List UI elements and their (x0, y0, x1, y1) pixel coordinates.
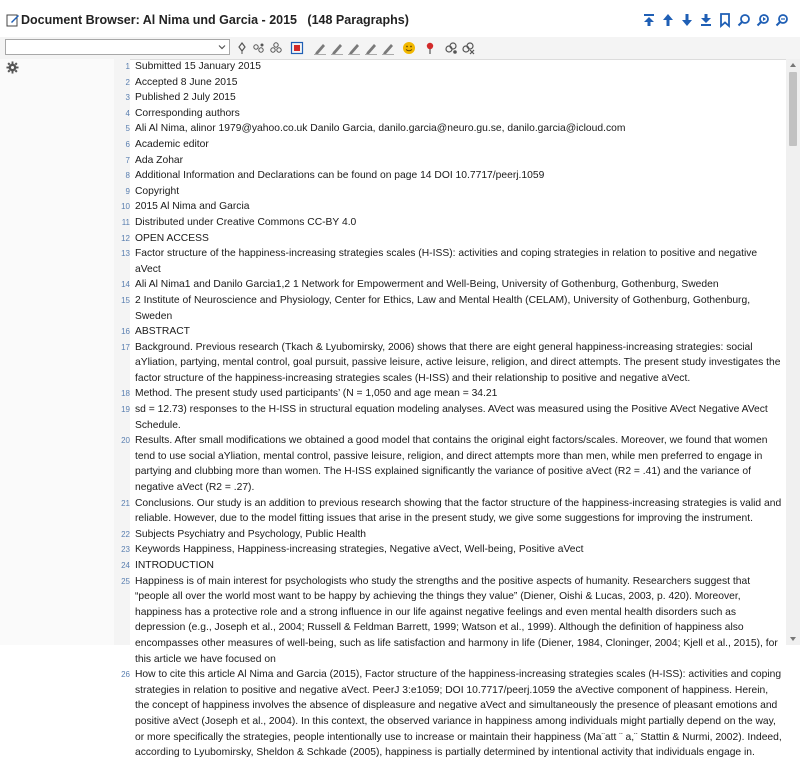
paragraph-row[interactable] (114, 574, 784, 668)
paragraph-row[interactable] (114, 433, 784, 495)
paragraph-row[interactable] (114, 168, 784, 184)
line-number: 20 (121, 436, 130, 446)
paragraph-text[interactable]: OPEN ACCESS (135, 232, 209, 244)
paragraph-text[interactable]: ABSTRACT (135, 326, 190, 338)
line-number: 16 (121, 327, 130, 337)
code-group-icon[interactable] (267, 40, 284, 56)
code-selector-combo[interactable] (5, 39, 230, 55)
paragraph-text[interactable]: Factor structure of the happiness-increasing strategies scales (H-ISS): activities and coping strategies in relation to positive and negative aVect (135, 248, 758, 275)
paragraph-row[interactable] (114, 293, 784, 324)
line-number: 11 (121, 217, 130, 227)
go-top-icon[interactable] (641, 12, 657, 28)
window-title: Document Browser: Al Nima und Garcia - 2015 (148 Paragraphs) (21, 13, 409, 27)
paragraph-text[interactable]: Conclusions. Our study is an addition to previous research showing that the factor structure of the happiness-increasing strategies is valid and reliable. However, due to the model fitting issues that arise in the present study, we give some suggestions for improving the instrument. (135, 497, 782, 525)
paragraph-text[interactable]: Distributed under Creative Commons CC-BY 4.0 (135, 216, 357, 228)
paragraph-row[interactable] (114, 59, 784, 75)
line-number: 1 (125, 62, 130, 71)
paragraph-text[interactable]: Submitted 15 January 2015 (135, 61, 261, 72)
line-number: 25 (121, 576, 130, 586)
paragraph-row[interactable] (114, 542, 784, 558)
scroll-up-icon[interactable] (789, 62, 797, 68)
paragraph-row[interactable] (114, 121, 784, 137)
paragraph-text[interactable]: Academic editor (135, 138, 209, 150)
paragraph-row[interactable] (114, 199, 784, 215)
paragraph-text[interactable]: Results. After small modifications we obtained a good model that contains the original eight factors/scales. Moreover, we found that women tend to use social aYliation, mental control, passive leisure, religion, and direct attempts more than men, while men preferred to engage in partying and clubbing more than women. The H-ISS explained significantly the variance of positive aVect (R2 = .41) and the variance of negative aVect (R2 = .27). (135, 435, 768, 494)
paragraph-row[interactable] (114, 667, 784, 761)
paragraph-row[interactable] (114, 340, 784, 387)
go-bottom-icon[interactable] (698, 12, 714, 28)
paragraph-row[interactable] (114, 246, 784, 277)
vertical-scrollbar[interactable] (786, 59, 800, 645)
line-number: 3 (125, 93, 130, 103)
highlighter-2-icon[interactable] (328, 40, 345, 56)
paragraph-text[interactable]: Additional Information and Declarations can be found on page 14 DOI 10.7717/peerj.1059 (135, 170, 545, 182)
paragraph-row[interactable] (114, 137, 784, 153)
line-number: 14 (121, 280, 130, 290)
paragraph-row[interactable] (114, 90, 784, 106)
highlighter-5-icon[interactable] (379, 40, 396, 56)
line-number: 7 (125, 155, 130, 165)
paragraph-text[interactable]: Ali Al Nima1 and Danilo Garcia1,2 1 Network for Empowerment and Well-Being, University of Gothenburg, Gothenburg, Sweden (135, 279, 719, 291)
paragraph-text[interactable]: Accepted 8 June 2015 (135, 76, 238, 88)
pin-icon[interactable] (421, 40, 438, 56)
line-number: 4 (125, 108, 130, 118)
paragraph-text[interactable]: Ali Al Nima, alinor 1979@yahoo.co.uk Danilo Garcia, danilo.garcia@neuro.gu.se, danilo.garcia@icloud.com (135, 123, 626, 135)
line-number: 10 (121, 202, 130, 212)
paragraph-text[interactable]: Background. Previous research (Tkach & Lyubomirsky, 2006) shows that there are eight general happiness-increasing strategies: social aYliation, partying, mental control, goal pursuit, passive leisure, active leisure, religion, and direct attempts. The present study investigates the factor structure of the happiness-increasing strategies scales (H-ISS) and their relationship to positive and negative aVect. (135, 341, 781, 384)
paragraph-text[interactable]: Subjects Psychiatry and Psychology, Public Health (135, 528, 367, 540)
paragraph-text[interactable]: Keywords Happiness, Happiness-increasing strategies, Negative aVect, Well-being, Positive aVect (135, 544, 584, 556)
search-next-icon[interactable] (755, 12, 771, 28)
bookmark-icon[interactable] (717, 12, 733, 28)
search-icon[interactable] (736, 12, 752, 28)
tool-buttons (233, 39, 476, 57)
document-content (114, 59, 784, 759)
document-edit-icon (6, 13, 20, 27)
paragraph-text[interactable]: Method. The present study used participants’ (N = 1,050 and age mean = 34.21 (135, 388, 498, 400)
title-bar (0, 0, 800, 38)
paragraph-text[interactable]: sd = 12.73) responses to the H-ISS in structural equation modeling analyses. AVect was measured using the Positive AVect Negative AVect Schedule. (135, 404, 768, 431)
line-number: 24 (121, 561, 130, 570)
line-number: 22 (121, 529, 130, 539)
paragraph-row[interactable] (114, 106, 784, 122)
navigation-buttons (641, 12, 790, 30)
paragraph-row[interactable] (114, 277, 784, 293)
line-number: 12 (121, 233, 130, 243)
line-number: 18 (121, 389, 130, 399)
paragraph-row[interactable] (114, 324, 784, 340)
diamond-marker-icon[interactable] (233, 40, 250, 56)
paragraph-text[interactable]: Happiness is of main interest for psychologists who study the strengths and the positive aspects of humanity. Researchers suggest that “people all over the world most want to be happy by achieving the things they value” (Diener, Oishi & Lucas, 2003, p. 420). Moreover, happiness has a protective role and a strong influence in our life against negative feelings and even mental health disorders such as depression (e.g., Joseph et al., 2004; Russell & Feldman Barrett, 1999; Watson et al., 1999). Although the definition of happiness also encompasses other measures of well-being, such as life satisfaction and harmony in life (Diener, 1984, Cloninger, 2004; Kjell et al., 2015), for this article we have focused on (135, 575, 778, 665)
line-number: 13 (121, 249, 130, 259)
line-number: 23 (121, 545, 130, 555)
line-number: 2 (125, 77, 130, 87)
down-arrow-icon[interactable] (679, 12, 695, 28)
emoticon-icon[interactable] (400, 40, 417, 56)
gear-icon[interactable] (6, 61, 19, 74)
paragraph-row[interactable] (114, 496, 784, 527)
highlighter-4-icon[interactable] (362, 40, 379, 56)
paragraph-row[interactable] (114, 75, 784, 91)
paragraph-row[interactable] (114, 558, 784, 574)
paragraph-row[interactable] (114, 153, 784, 169)
line-number: 21 (121, 498, 130, 508)
paragraph-text[interactable]: Published 2 July 2015 (135, 92, 236, 104)
line-number: 19 (121, 405, 130, 415)
line-number: 9 (125, 186, 130, 196)
up-arrow-icon[interactable] (660, 12, 676, 28)
scroll-down-icon[interactable] (789, 636, 797, 642)
search-options-icon[interactable] (774, 12, 790, 28)
paragraph-row[interactable] (114, 527, 784, 543)
line-number: 15 (121, 295, 130, 305)
paragraph-text[interactable]: Copyright (135, 185, 180, 197)
line-number: 6 (125, 139, 130, 149)
unlink-icon[interactable] (459, 40, 476, 56)
selection-frame-icon[interactable] (288, 40, 305, 56)
line-number: 26 (121, 670, 130, 680)
paragraph-text[interactable]: 2015 Al Nima and Garcia (135, 201, 250, 213)
highlighter-3-icon[interactable] (345, 40, 362, 56)
paragraph-row[interactable] (114, 215, 784, 231)
chevron-down-icon (218, 43, 226, 51)
code-sidebar (0, 59, 114, 645)
paragraph-text[interactable]: Ada Zohar (135, 154, 184, 166)
line-number: 17 (121, 342, 130, 352)
paragraph-row[interactable] (114, 386, 784, 402)
code-add-icon[interactable] (250, 40, 267, 56)
paragraph-text[interactable]: INTRODUCTION (135, 560, 214, 571)
paragraph-row[interactable] (114, 231, 784, 247)
scrollbar-thumb[interactable] (789, 72, 797, 146)
paragraph-text[interactable]: 2 Institute of Neuroscience and Physiology, Center for Ethics, Law and Mental Health (CELAM), University of Gothenburg, Gothenburg, Sweden (135, 294, 751, 322)
paragraph-row[interactable] (114, 402, 784, 433)
toolbar (0, 37, 800, 60)
paragraph-text[interactable]: Corresponding authors (135, 107, 240, 119)
highlighter-1-icon[interactable] (311, 40, 328, 56)
link-icon[interactable] (442, 40, 459, 56)
paragraph-row[interactable] (114, 184, 784, 200)
line-number: 8 (125, 171, 130, 181)
paragraph-text[interactable]: How to cite this article Al Nima and Garcia (2015), Factor structure of the happiness-increasing strategies scales (H-ISS): activities and coping strategies in relation to positive and negative aVect. PeerJ 3:e1059; DOI 10.7717/peerj.1059 the aVective component of happiness. Herein, the concept of happiness involves the absence of displeasure and negative aVect and simultaneously the presence of pleasant emotions and positive aVect (Joseph et al., 2004). In this context, the observed variance in happiness among individuals might partially depend on the way, or more specifically the strategies, people intentionally use to increase or maintain their happiness (Ma¨att ¨ a,¨ Stattin & Nurmi, 2002). Indeed, according to Lyubomirsky, Sheldon & Schkade (2005), happiness is partially determined by intentional activity that individuals engage in. (135, 669, 782, 759)
line-number: 5 (125, 124, 130, 134)
